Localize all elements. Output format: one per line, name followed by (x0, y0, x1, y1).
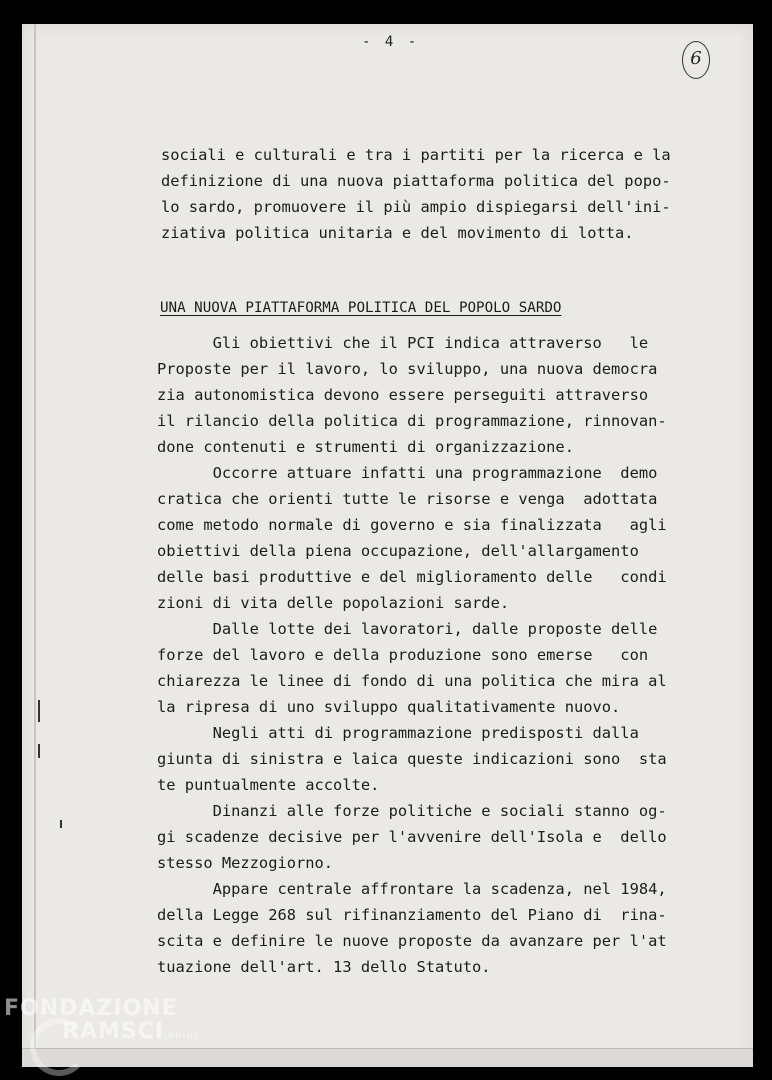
margin-tick (38, 700, 40, 722)
text-line: chiarezza le linee di fondo di una politica che mira al (157, 672, 667, 690)
text-line: zia autonomistica devono essere perseguiti attraverso (157, 386, 649, 404)
margin-tick (60, 820, 62, 828)
margin-tick (38, 744, 40, 758)
text-line: Dinanzi alle forze politiche e sociali stanno og- (157, 802, 667, 820)
text-line: zioni di vita delle popolazioni sarde. (157, 594, 510, 612)
text-line: la ripresa di uno sviluppo qualitativamente nuovo. (157, 698, 621, 716)
watermark-g-logo (30, 1018, 88, 1076)
page-number: - 4 - (362, 34, 420, 50)
text-line: giunta di sinistra e laica queste indicazioni sono sta (157, 750, 667, 768)
text-line: scita e definire le nuove proposte da avanzare per l'at (157, 932, 667, 950)
text-line: delle basi produttive e del miglioramento delle condi (157, 568, 667, 586)
watermark-onlus: onlus (168, 1030, 200, 1041)
text-line: definizione di una nuova piattaforma politica del popo- (161, 172, 671, 190)
text-line: done contenuti e strumenti di organizzazione. (157, 438, 574, 456)
text-line: Gli obiettivi che il PCI indica attraverso le (157, 334, 649, 352)
page-bottom-edge (22, 1048, 753, 1067)
text-line: cratica che orienti tutte le risorse e venga adottata (157, 490, 658, 508)
watermark-line1: FONDAZIONE (4, 996, 178, 1021)
text-line: stesso Mezzogiorno. (157, 854, 334, 872)
text-line: forze del lavoro e della produzione sono emerse con (157, 646, 649, 664)
text-line: Proposte per il lavoro, lo sviluppo, una nuova democra (157, 360, 658, 378)
text-line: come metodo normale di governo e sia finalizzata agli (157, 516, 667, 534)
page-fold-shadow (34, 24, 36, 1066)
text-line: ziativa politica unitaria e del movimento di lotta. (161, 224, 634, 242)
text-line: Occorre attuare infatti una programmazione demo (157, 464, 658, 482)
text-line: sociali e culturali e tra i partiti per la ricerca e la (161, 146, 671, 164)
archive-number-circled: 6 (682, 41, 710, 79)
text-line: tuazione dell'art. 13 dello Statuto. (157, 958, 491, 976)
text-line: Appare centrale affrontare la scadenza, nel 1984, (157, 880, 667, 898)
watermark-line2: RAMSCI (62, 1019, 165, 1044)
text-line: il rilancio della politica di programmazione, rinnovan- (157, 412, 667, 430)
text-line: lo sardo, promuovere il più ampio dispiegarsi dell'ini- (161, 198, 671, 216)
section-heading: UNA NUOVA PIATTAFORMA POLITICA DEL POPOLO SARDO (160, 300, 562, 316)
text-line: gi scadenze decisive per l'avvenire dell'Isola e dello (157, 828, 667, 846)
text-line: della Legge 268 sul rifinanziamento del Piano di rina- (157, 906, 667, 924)
text-line: Negli atti di programmazione predisposti dalla (157, 724, 639, 742)
text-line: obiettivi della piena occupazione, dell'allargamento (157, 542, 639, 560)
text-line: Dalle lotte dei lavoratori, dalle proposte delle (157, 620, 658, 638)
text-line: te puntualmente accolte. (157, 776, 380, 794)
